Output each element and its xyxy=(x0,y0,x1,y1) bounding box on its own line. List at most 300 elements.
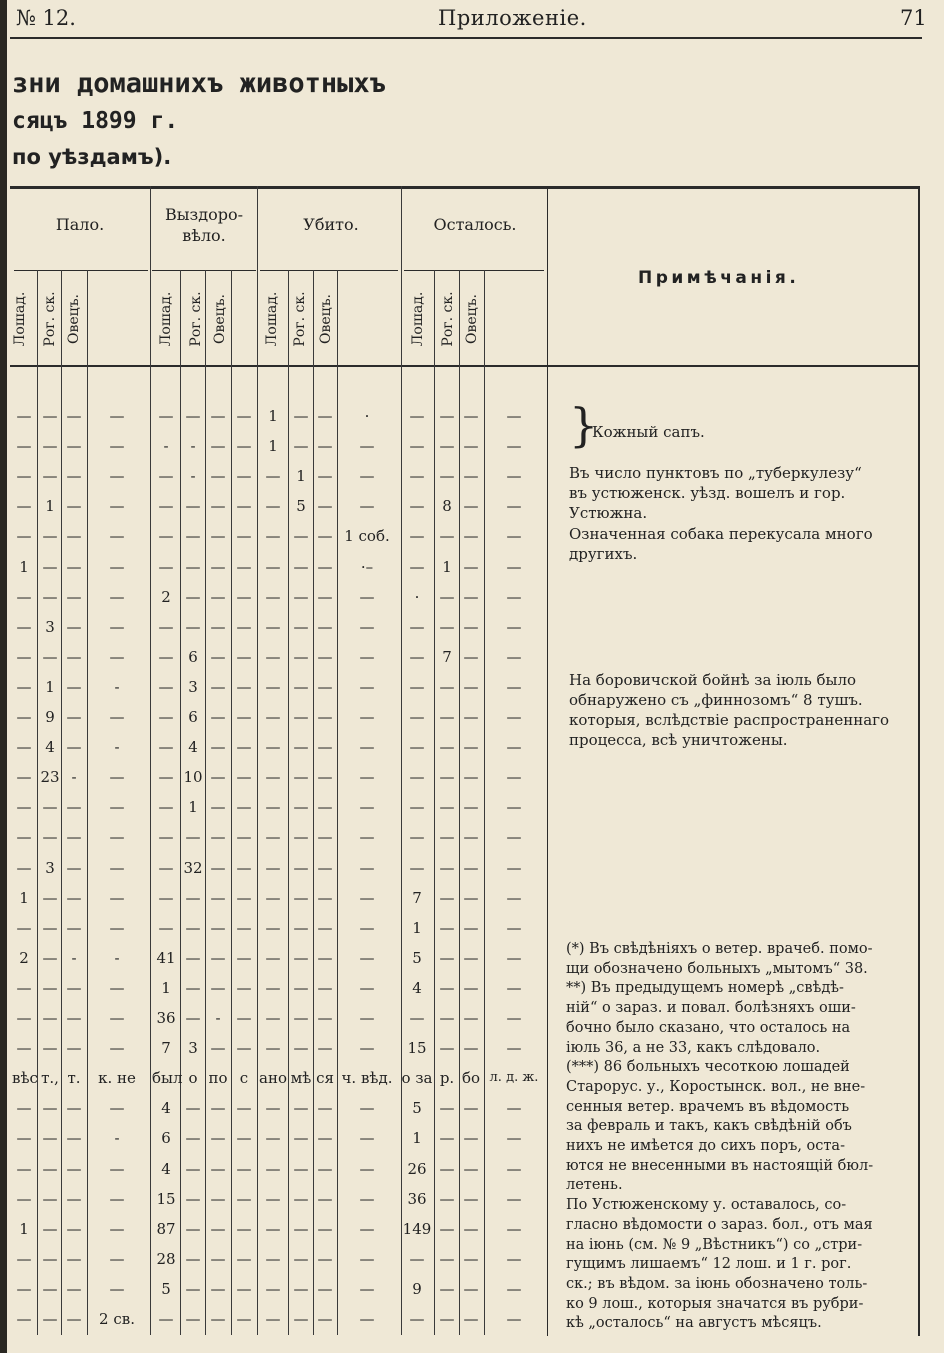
table-cell: — xyxy=(463,647,479,666)
table-cell: — xyxy=(158,617,174,636)
table-cell: — xyxy=(506,978,522,997)
subcol-horses-1: Лошад. xyxy=(12,291,28,347)
section-title: Приложенiе. xyxy=(438,6,587,30)
table-cell: — xyxy=(109,858,125,877)
table-cell: — xyxy=(463,858,479,877)
subcol-horses-4: Лошад. xyxy=(410,291,426,347)
note-borovichi: На боровичской бойнѣ за iюль было обнаружено съ „финнозомъ“ 8 тушъ. которыя, вслѣдствiе распространеннаго процесса, всѣ уничтожены. xyxy=(569,671,890,749)
table-cell: — xyxy=(16,1189,32,1208)
table-header-rule xyxy=(10,365,920,367)
table-cell: — xyxy=(109,768,125,787)
table-cell: — xyxy=(506,467,522,486)
table-cell: — xyxy=(210,768,226,787)
table-cell: — xyxy=(409,617,425,636)
table-cell: — xyxy=(439,978,455,997)
table-cell: — xyxy=(265,768,281,787)
table-cell: — xyxy=(506,1219,522,1238)
table-cell: 1 xyxy=(45,497,55,516)
table-cell: — xyxy=(42,948,58,967)
group-rule-1 xyxy=(14,270,148,271)
table-cell: — xyxy=(42,1279,58,1298)
table-cell: — xyxy=(359,1189,375,1208)
table-cell: — xyxy=(16,768,32,787)
table-cell: - xyxy=(190,437,196,456)
table-cell: — xyxy=(42,1219,58,1238)
table-cell: — xyxy=(359,437,375,456)
table-cell: — xyxy=(293,1279,309,1298)
table-cell: — xyxy=(506,918,522,937)
table-cell: — xyxy=(16,617,32,636)
table-cell: 7 xyxy=(161,1039,171,1058)
table-cell: — xyxy=(293,1159,309,1178)
table-cell: — xyxy=(293,858,309,877)
table-cell: — xyxy=(236,1009,252,1027)
table-cell: — xyxy=(463,1279,479,1298)
table-cell: — xyxy=(359,768,375,787)
table-cell: — xyxy=(409,407,425,425)
table-cell: — xyxy=(463,677,479,696)
table-cell: — xyxy=(42,1310,58,1328)
table-cell: — xyxy=(66,1129,82,1148)
table-cell: — xyxy=(158,858,174,877)
table-cell: — xyxy=(66,587,82,606)
table-cell: — xyxy=(210,467,226,486)
table-cell: — xyxy=(210,978,226,997)
table-row xyxy=(0,1097,548,1119)
table-cell: — xyxy=(293,948,309,967)
table-cell: — xyxy=(317,828,333,847)
table-cell: — xyxy=(409,738,425,757)
table-cell: — xyxy=(293,1310,309,1328)
table-cell: — xyxy=(463,1310,479,1328)
table-cell: — xyxy=(210,437,226,456)
table-cell: — xyxy=(158,467,174,486)
table-row xyxy=(0,435,548,457)
table-cell: — xyxy=(66,1249,82,1268)
table-cell: — xyxy=(439,948,455,967)
table-cell: · xyxy=(414,587,420,606)
table-cell: — xyxy=(236,617,252,636)
table-cell: — xyxy=(236,437,252,456)
table-cell: — xyxy=(359,1159,375,1178)
table-cell: — xyxy=(66,1189,82,1208)
table-cell: — xyxy=(16,467,32,486)
table-cell: — xyxy=(109,1189,125,1208)
table-cell: 5 xyxy=(296,497,306,516)
table-cell: — xyxy=(210,1159,226,1178)
table-cell: — xyxy=(158,708,174,726)
table-cell: вѣс xyxy=(12,1069,38,1088)
table-cell: — xyxy=(210,1189,226,1208)
table-cell: - xyxy=(114,948,120,967)
table-cell: — xyxy=(16,858,32,877)
table-cell: л. д. ж. xyxy=(489,1070,539,1086)
table-cell: — xyxy=(109,557,125,576)
table-cell: — xyxy=(506,948,522,967)
notes-column-header: Примѣчанiя. xyxy=(638,268,800,288)
table-cell: 1 xyxy=(296,467,306,486)
table-cell: — xyxy=(506,858,522,877)
table-cell: — xyxy=(16,708,32,726)
table-cell: — xyxy=(359,828,375,847)
table-cell: — xyxy=(506,1249,522,1268)
table-cell: — xyxy=(236,978,252,997)
table-cell: — xyxy=(317,677,333,696)
table-cell: — xyxy=(66,497,82,516)
table-cell: — xyxy=(506,888,522,907)
table-cell: — xyxy=(506,1009,522,1027)
table-cell: 1 xyxy=(268,437,278,456)
table-cell: — xyxy=(439,1279,455,1298)
table-cell: — xyxy=(317,467,333,486)
table-cell: — xyxy=(109,1219,125,1238)
subcol-sheep-1: Овецъ. xyxy=(66,293,82,345)
table-cell: — xyxy=(506,1099,522,1118)
table-cell: — xyxy=(317,497,333,516)
table-cell: — xyxy=(66,617,82,636)
table-cell: — xyxy=(16,1009,32,1027)
table-cell: — xyxy=(317,1129,333,1148)
table-cell: — xyxy=(506,798,522,817)
table-cell: — xyxy=(359,647,375,666)
table-cell: 26 xyxy=(407,1159,427,1178)
table-cell: · xyxy=(364,407,370,425)
table-cell: — xyxy=(210,708,226,726)
table-cell: 1 xyxy=(442,557,452,576)
table-cell: — xyxy=(463,1219,479,1238)
table-cell: — xyxy=(66,828,82,847)
table-row xyxy=(0,977,548,999)
table-cell: — xyxy=(463,738,479,757)
table-cell: — xyxy=(66,1159,82,1178)
table-cell: — xyxy=(317,1279,333,1298)
table-cell: 41 xyxy=(156,948,176,967)
table-cell: — xyxy=(265,828,281,847)
table-cell: — xyxy=(317,1159,333,1178)
table-row xyxy=(0,1308,548,1330)
table-cell: — xyxy=(293,708,309,726)
table-cell: — xyxy=(42,1009,58,1027)
table-cell: — xyxy=(109,798,125,817)
table-cell: — xyxy=(293,768,309,787)
table-cell: — xyxy=(293,557,309,576)
table-cell: — xyxy=(265,497,281,516)
table-cell: — xyxy=(463,828,479,847)
table-cell: — xyxy=(185,587,201,606)
table-cell: — xyxy=(158,527,174,546)
table-row xyxy=(0,405,548,427)
table-cell: — xyxy=(158,557,174,576)
table-cell: — xyxy=(236,1129,252,1148)
table-cell: — xyxy=(16,1129,32,1148)
table-cell: — xyxy=(317,978,333,997)
table-cell: — xyxy=(236,1099,252,1118)
table-cell: — xyxy=(158,647,174,666)
table-cell: 3 xyxy=(45,858,55,877)
table-row xyxy=(0,1248,548,1270)
table-cell: — xyxy=(185,1189,201,1208)
table-cell: — xyxy=(109,407,125,425)
table-cell: - xyxy=(163,437,169,456)
table-cell: — xyxy=(317,1249,333,1268)
table-cell: — xyxy=(265,708,281,726)
table-row xyxy=(0,676,548,698)
table-cell: - xyxy=(215,1009,221,1027)
table-cell: — xyxy=(42,437,58,456)
table-cell: — xyxy=(265,888,281,907)
table-cell: — xyxy=(66,467,82,486)
table-cell: — xyxy=(463,1249,479,1268)
table-cell: 9 xyxy=(412,1279,422,1298)
table-cell: — xyxy=(42,407,58,425)
table-cell: — xyxy=(210,888,226,907)
table-cell: — xyxy=(66,557,82,576)
table-cell: — xyxy=(16,978,32,997)
table-cell: — xyxy=(210,407,226,425)
table-cell: — xyxy=(236,527,252,546)
table-cell: — xyxy=(236,1189,252,1208)
table-cell: — xyxy=(42,1099,58,1118)
table-cell: — xyxy=(42,587,58,606)
table-cell: — xyxy=(359,497,375,516)
table-cell: — xyxy=(236,1159,252,1178)
table-cell: — xyxy=(439,1159,455,1178)
table-cell: — xyxy=(463,437,479,456)
table-cell: — xyxy=(506,437,522,456)
table-cell: — xyxy=(409,527,425,546)
group-rule-4 xyxy=(404,270,544,271)
table-row xyxy=(0,736,548,758)
subcol-cattle-2: Рог. ск. xyxy=(188,291,204,347)
table-cell: 8 xyxy=(442,497,452,516)
page-number: 71 xyxy=(900,6,927,30)
table-cell: 3 xyxy=(45,617,55,636)
table-cell: — xyxy=(66,677,82,696)
table-cell: — xyxy=(359,888,375,907)
table-cell: — xyxy=(16,1310,32,1328)
brace-mark: } xyxy=(569,398,599,452)
table-cell: — xyxy=(210,1039,226,1058)
table-cell: 1 xyxy=(19,1219,29,1238)
table-cell: — xyxy=(185,407,201,425)
table-cell: — xyxy=(210,677,226,696)
table-cell: — xyxy=(506,1189,522,1208)
table-cell: — xyxy=(109,527,125,546)
table-cell: — xyxy=(236,587,252,606)
table-cell: — xyxy=(463,1099,479,1118)
table-cell: — xyxy=(16,1249,32,1268)
table-cell: — xyxy=(236,647,252,666)
table-cell: — xyxy=(439,407,455,425)
table-cell: — xyxy=(506,1039,522,1058)
table-cell: — xyxy=(359,918,375,937)
table-cell: 7 xyxy=(442,647,452,666)
table-cell: — xyxy=(463,1039,479,1058)
table-cell: 4 xyxy=(161,1099,171,1118)
table-cell: — xyxy=(463,1159,479,1178)
table-cell: — xyxy=(109,647,125,666)
table-cell: — xyxy=(439,1249,455,1268)
table-cell: — xyxy=(506,768,522,787)
table-cell: — xyxy=(317,768,333,787)
table-cell: — xyxy=(185,1219,201,1238)
table-cell: по xyxy=(208,1069,228,1088)
table-cell: — xyxy=(236,1219,252,1238)
group-rule-3 xyxy=(260,270,398,271)
table-cell: — xyxy=(265,1189,281,1208)
table-cell: — xyxy=(66,798,82,817)
table-row xyxy=(0,495,548,517)
table-cell: — xyxy=(236,407,252,425)
table-cell: — xyxy=(265,978,281,997)
table-cell: — xyxy=(317,1310,333,1328)
table-row xyxy=(0,947,548,969)
table-cell: 87 xyxy=(156,1219,176,1238)
table-cell: — xyxy=(236,828,252,847)
table-row xyxy=(0,1007,548,1029)
table-cell: — xyxy=(16,918,32,937)
table-cell: — xyxy=(210,1219,226,1238)
table-cell: — xyxy=(439,888,455,907)
table-cell: — xyxy=(66,437,82,456)
table-cell: — xyxy=(317,738,333,757)
table-cell: — xyxy=(109,467,125,486)
table-cell: — xyxy=(265,677,281,696)
table-cell: — xyxy=(185,918,201,937)
table-cell: — xyxy=(185,1249,201,1268)
table-cell: — xyxy=(293,738,309,757)
note-footnotes: (*) Въ свѣдѣнiяхъ о ветер. врачеб. помо- щи обозначено больныхъ „мытомъ“ 38. **) Въ предыдущемъ номерѣ „свѣдѣ- нiй“ о зараз. и повал. болѣзняхъ оши- бочно было сказано, что осталось на iюль 36, а не 33, какъ слѣдовало. (***) 86 больныхъ чесоткою лошадей Старорус. у., Коростынск. вол., не внe- сенныя ветер. врачемъ въ вѣдомость за февраль и такъ, какъ свѣдѣнiй объ нихъ не имѣется до сихъ поръ, оста- ются не внесенными въ настоящiй бюл- летень. По Устюженскому у. оставалось, со- гласно вѣдомости о зараз. бол., отъ мая на iюнь (см. № 9 „Вѣстникъ“) со „стри- гущимъ лишаемъ“ 12 лош. и 1 г. рог. ск.; въ вѣдом. за iюнь обозначено толь- ко 9 лош., которыя значатся въ рубри- кѣ „осталось“ на августъ мѣсяцъ. xyxy=(566,941,874,1332)
table-cell: — xyxy=(210,1249,226,1268)
subcol-cattle-4: Рог. ск. xyxy=(440,291,456,347)
table-cell: — xyxy=(293,587,309,606)
table-cell: 5 xyxy=(161,1279,171,1298)
table-cell: — xyxy=(293,978,309,997)
table-cell: — xyxy=(439,918,455,937)
table-cell: — xyxy=(16,647,32,666)
table-cell: — xyxy=(42,1159,58,1178)
table-cell: — xyxy=(359,798,375,817)
table-cell: — xyxy=(66,888,82,907)
table-cell: — xyxy=(185,557,201,576)
table-cell: — xyxy=(506,1310,522,1328)
heading-line-2: сяцъ 1899 г. xyxy=(12,108,179,134)
table-cell: 6 xyxy=(188,647,198,666)
table-cell: — xyxy=(439,738,455,757)
table-cell: — xyxy=(210,738,226,757)
table-cell: 28 xyxy=(156,1249,176,1268)
table-cell: — xyxy=(463,918,479,937)
table-cell: — xyxy=(317,1189,333,1208)
table-cell: — xyxy=(439,437,455,456)
table-cell: — xyxy=(210,527,226,546)
table-cell: — xyxy=(185,948,201,967)
table-cell: — xyxy=(293,828,309,847)
table-cell: — xyxy=(506,1159,522,1178)
table-cell: — xyxy=(42,1249,58,1268)
table-cell: 1 xyxy=(19,557,29,576)
group-header-ostalos: Осталось. xyxy=(433,215,517,234)
table-cell: — xyxy=(293,1129,309,1148)
table-cell: — xyxy=(506,527,522,546)
table-cell: — xyxy=(265,1039,281,1058)
heading-line-1: зни домашнихъ животныхъ xyxy=(12,68,386,99)
table-row xyxy=(0,1188,548,1210)
table-cell: — xyxy=(236,1039,252,1058)
table-cell: 6 xyxy=(161,1129,171,1148)
table-cell: 5 xyxy=(412,948,422,967)
table-cell: 9 xyxy=(45,708,55,726)
table-cell: — xyxy=(463,467,479,486)
table-row xyxy=(0,826,548,848)
table-cell: — xyxy=(16,1039,32,1058)
subcol-cattle-3: Рог. ск. xyxy=(292,291,308,347)
table-cell: — xyxy=(359,1310,375,1328)
table-row xyxy=(0,1158,548,1180)
table-cell: мѣ xyxy=(290,1069,312,1088)
table-cell: — xyxy=(210,1099,226,1118)
table-cell: — xyxy=(236,858,252,877)
table-cell: — xyxy=(210,948,226,967)
table-cell: — xyxy=(293,527,309,546)
table-cell: — xyxy=(293,798,309,817)
table-cell: — xyxy=(463,1009,479,1027)
table-cell: т., xyxy=(41,1069,59,1088)
table-cell: — xyxy=(265,647,281,666)
table-cell: — xyxy=(439,1189,455,1208)
subcol-horses-3: Лошад. xyxy=(264,291,280,347)
table-cell: — xyxy=(317,1099,333,1118)
table-cell: — xyxy=(42,527,58,546)
table-cell: 23 xyxy=(40,768,60,787)
table-cell: — xyxy=(185,978,201,997)
table-cell: — xyxy=(293,647,309,666)
table-cell: — xyxy=(66,1279,82,1298)
table-cell: — xyxy=(236,738,252,757)
table-cell: — xyxy=(265,587,281,606)
table-cell: — xyxy=(506,407,522,425)
table-cell: — xyxy=(185,1159,201,1178)
table-cell: — xyxy=(463,798,479,817)
table-cell: о за xyxy=(401,1069,433,1088)
table-cell: — xyxy=(185,828,201,847)
table-cell: — xyxy=(359,467,375,486)
table-row xyxy=(0,766,548,788)
table-cell: — xyxy=(359,708,375,726)
table-cell: — xyxy=(463,1129,479,1148)
table-cell: — xyxy=(236,1279,252,1298)
table-cell: — xyxy=(66,1009,82,1027)
table-cell: о xyxy=(188,1069,198,1088)
table-cell: — xyxy=(236,888,252,907)
table-cell: — xyxy=(506,1129,522,1148)
table-cell: — xyxy=(359,1129,375,1148)
table-cell: — xyxy=(317,437,333,456)
note-dog: Означенная собака перекусала много другихъ. xyxy=(569,525,873,563)
table-cell: — xyxy=(210,497,226,516)
table-cell: — xyxy=(265,527,281,546)
table-cell: — xyxy=(185,888,201,907)
table-cell: — xyxy=(359,858,375,877)
table-cell: — xyxy=(158,798,174,817)
table-cell: — xyxy=(409,647,425,666)
group-header-vyzdorovelo: Выздоро- вѣло. xyxy=(165,205,243,245)
table-cell: — xyxy=(409,437,425,456)
table-cell: — xyxy=(185,617,201,636)
subcol-cattle-1: Рог. ск. xyxy=(42,291,58,347)
table-cell: — xyxy=(463,407,479,425)
table-cell: — xyxy=(409,708,425,726)
